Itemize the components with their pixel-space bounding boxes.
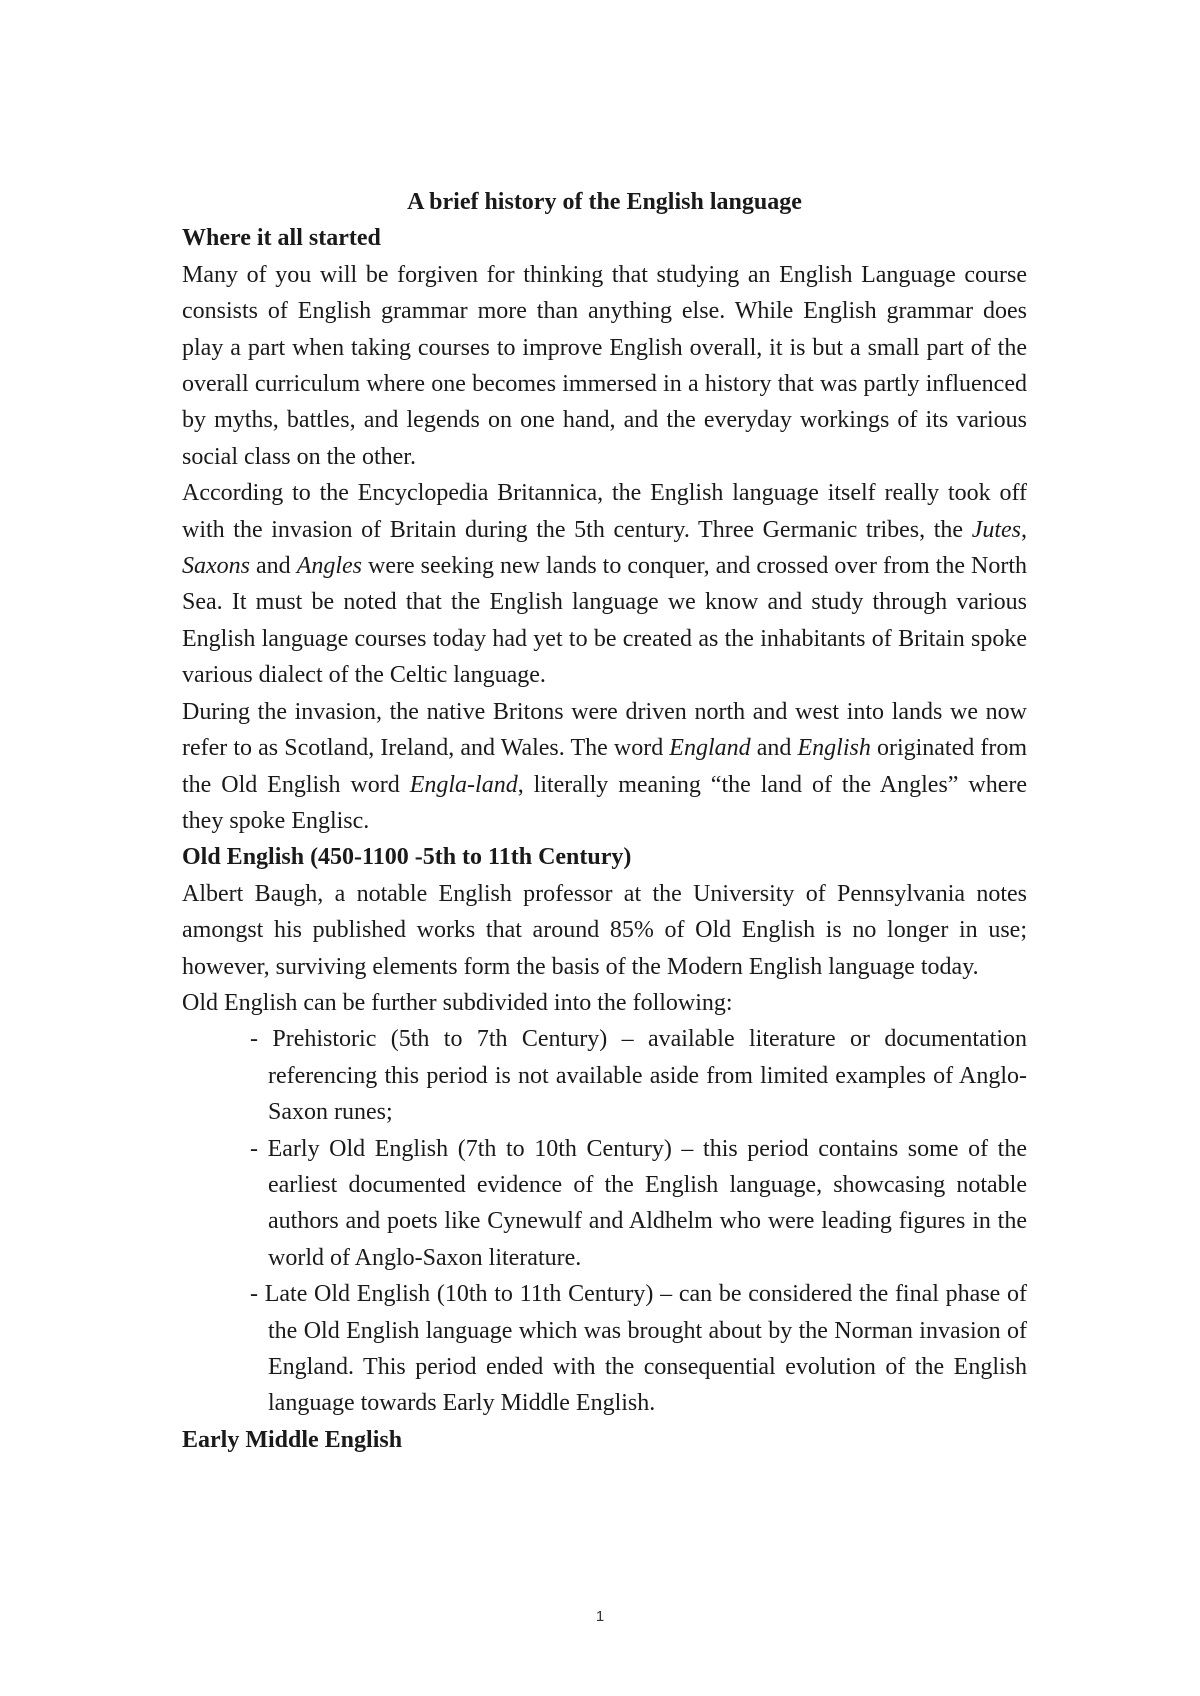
paragraph-baugh: Albert Baugh, a notable English professor at the University of Pennsylvania notes amongst his published works that around 85% of Old English is no longer in use; however, surviving elements form the basis of the Modern English language today.: [182, 880, 1027, 980]
paragraph-subdivided: Old English can be further subdivided into the following:: [182, 989, 733, 1016]
list-item-late-old-english: - Late Old English (10th to 11th Century) – can be considered the final phase of the Old English language which was brought about by the Norman invasion of England. This period ended with the consequential evolution of the English language towards Early Middle English.: [250, 1281, 1027, 1417]
paragraph-encyclopedia: According to the Encyclopedia Britannica, the English language itself really took off with the invasion of Britain during the 5th century. Three Germanic tribes, the Jutes, Saxons and Angles were seeking new lands to conquer, and crossed over from the North Sea. It must be noted that the English language we know and study through various English language courses today had yet to be created as the inhabitants of Britain spoke various dialect of the Celtic language.: [182, 480, 1028, 689]
document-title: A brief history of the English language: [407, 189, 802, 215]
paragraph-invasion: During the invasion, the native Britons were driven north and west into lands we now refer to as Scotland, Ireland, and Wales. The word England and English originated from the Old English word Engla-land, literally meaning “the land of the Angles” where they spoke Englisc.: [182, 698, 1028, 834]
italic-saxons: Saxons: [182, 553, 250, 580]
italic-england: England: [669, 735, 751, 762]
paragraph-intro: Many of you will be forgiven for thinking that studying an English Language course consists of English grammar more than anything else. While English grammar does play a part when taking courses to improve English overall, it is but a small part of the overall curriculum where one becomes immersed in a history that was partly influenced by myths, battles, and legends on one hand, and the everyday workings of its various social class on the other.: [182, 261, 1027, 470]
italic-english: English: [797, 735, 871, 762]
italic-angles: Angles: [296, 553, 363, 580]
section-heading-early-middle-english: Early Middle English: [182, 1426, 403, 1453]
old-english-periods-list: [182, 1021, 1027, 1421]
list-item-prehistoric: - Prehistoric (5th to 7th Century) – available literature or documentation referencing this period is not available aside from limited examples of Anglo-Saxon runes;: [250, 1026, 1027, 1126]
section-heading-where-it-all-started: Where it all started: [182, 225, 381, 252]
document-body: [182, 184, 1027, 1458]
italic-engla-land: Engla-land: [409, 771, 518, 798]
list-item-early-old-english: - Early Old English (7th to 10th Century) – this period contains some of the earliest documented evidence of the English language, showcasing notable authors and poets like Cynewulf and Aldhelm who were leading figures in the world of Anglo-Saxon literature.: [250, 1135, 1027, 1271]
page-number: 1: [595, 1608, 605, 1625]
italic-jutes: Jutes: [971, 516, 1021, 543]
section-heading-old-english: Old English (450-1100 -5th to 11th Century): [182, 844, 632, 871]
